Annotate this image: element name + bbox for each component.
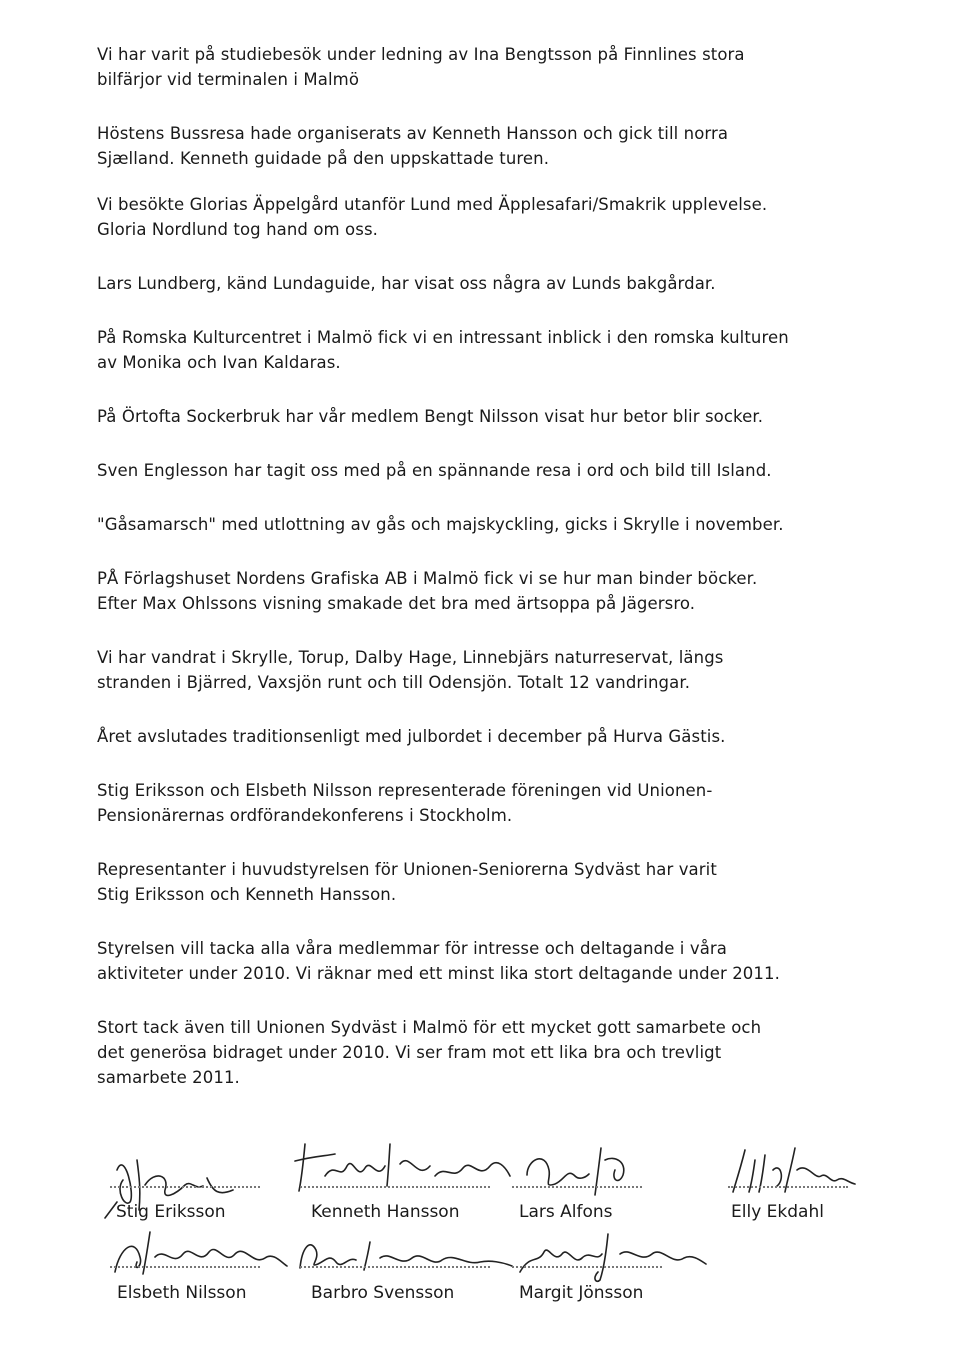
paragraph-10: Vi har vandrat i Skrylle, Torup, Dalby Hage, Linnebjärs naturreservat, längs stranden i Bjärred, Vaxsjön runt och till Odensjön. Totalt 12 vandringar.: [97, 648, 724, 692]
signature-scribble-margit: [510, 1224, 710, 1284]
paragraph-13: Representanter i huvudstyrelsen för Unionen-Seniorerna Sydväst har varit Stig Eriksson och Kenneth Hansson.: [97, 860, 717, 904]
paragraph-11: Året avslutades traditionsenligt med julbordet i december på Hurva Gästis.: [97, 727, 726, 746]
paragraph-1: Vi har varit på studiebesök under ledning av Ina Bengtsson på Finnlines stora bilfärjor vid terminalen i Malmö: [97, 45, 745, 89]
signature-line-stig: [110, 1186, 260, 1188]
paragraph-12: Stig Eriksson och Elsbeth Nilsson representerade föreningen vid Unionen- Pensionärernas ordförandekonferens i Stockholm.: [97, 781, 713, 825]
paragraph-8: "Gåsamarsch" med utlottning av gås och majskyckling, gicks i Skrylle i november.: [97, 515, 784, 534]
paragraph-5: På Romska Kulturcentret i Malmö fick vi en intressant inblick i den romska kulturen av Monika och Ivan Kaldaras.: [97, 328, 789, 372]
signature-name-margit: Margit Jönsson: [519, 1283, 644, 1303]
signature-name-barbro: Barbro Svensson: [311, 1283, 455, 1303]
paragraph-6: På Örtofta Sockerbruk har vår medlem Bengt Nilsson visat hur betor blir socker.: [97, 407, 764, 426]
signature-scribble-elly: [725, 1140, 875, 1200]
signature-name-elsbeth: Elsbeth Nilsson: [117, 1283, 247, 1303]
signature-scribble-elsbeth: [95, 1222, 295, 1282]
signature-name-lars: Lars Alfons: [519, 1202, 613, 1222]
signature-name-stig: Stig Eriksson: [116, 1202, 226, 1222]
signature-scribble-barbro: [290, 1228, 520, 1278]
paragraph-14: Styrelsen vill tacka alla våra medlemmar för intresse och deltagande i våra aktiviteter under 2010. Vi räknar med ett minst lika stort deltagande under 2011.: [97, 939, 780, 983]
paragraph-3: Vi besökte Glorias Äppelgård utanför Lund med Äpplesafari/Smakrik upplevelse. Gloria Nordlund tog hand om oss.: [97, 195, 768, 239]
signature-line-lars: [512, 1186, 642, 1188]
signature-line-margit: [512, 1266, 662, 1268]
paragraph-4: Lars Lundberg, känd Lundaguide, har visat oss några av Lunds bakgårdar.: [97, 274, 716, 293]
signature-name-kenneth: Kenneth Hansson: [311, 1202, 460, 1222]
signature-name-elly: Elly Ekdahl: [731, 1202, 824, 1222]
paragraph-9: PÅ Förlagshuset Nordens Grafiska AB i Malmö fick vi se hur man binder böcker. Efter Max Ohlssons visning smakade det bra med ärtsoppa på Jägersro.: [97, 569, 758, 613]
paragraph-15: Stort tack även till Unionen Sydväst i Malmö för ett mycket gott samarbete och det generösa bidraget under 2010. Vi ser fram mot ett lika bra och trevligt samarbete 2011.: [97, 1018, 762, 1087]
signature-line-elsbeth: [110, 1266, 260, 1268]
signature-scribble-lars: [515, 1140, 645, 1200]
paragraph-7: Sven Englesson har tagit oss med på en spännande resa i ord och bild till Island.: [97, 461, 772, 480]
signature-line-barbro: [300, 1266, 490, 1268]
letter-body: [97, 42, 887, 1090]
signature-line-elly: [728, 1186, 848, 1188]
signature-line-kenneth: [300, 1186, 490, 1188]
paragraph-2: Höstens Bussresa hade organiserats av Kenneth Hansson och gick till norra Sjælland. Kenneth guidade på den uppskattade turen.: [97, 124, 729, 168]
